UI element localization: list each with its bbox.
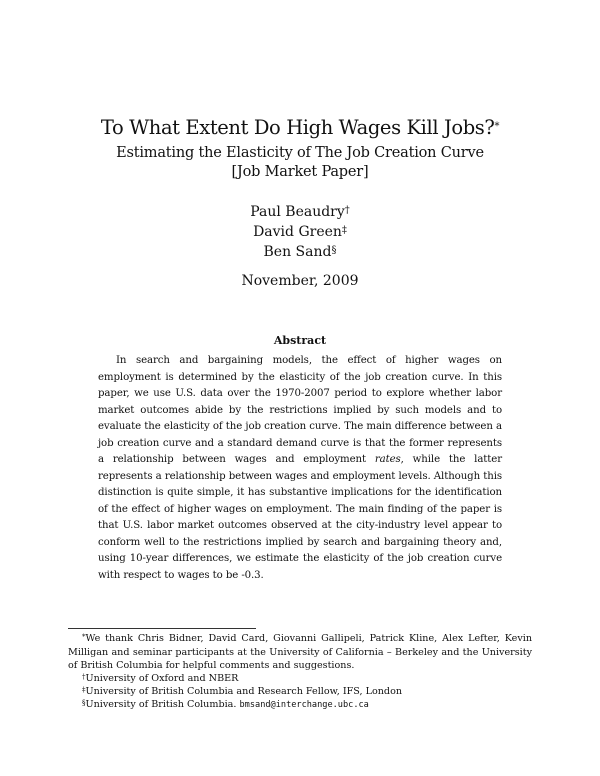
author-name: Paul Beaudry xyxy=(250,204,345,220)
paper-title xyxy=(0,116,600,140)
author-name: Ben Sand xyxy=(263,244,332,260)
author-name: David Green xyxy=(253,224,342,240)
author-footnote-mark: † xyxy=(344,205,350,216)
abstract-emphasis: rates xyxy=(374,454,401,465)
author-1 xyxy=(0,202,600,222)
paper-date: November, 2009 xyxy=(241,273,359,289)
author-footnote-mark: § xyxy=(331,245,337,256)
footnote-text: University of Oxford and NBER xyxy=(85,673,239,684)
footnote-acknowledgements xyxy=(68,632,532,673)
footnote-text: University of British Columbia and Research Fellow, IFS, London xyxy=(85,686,403,697)
footnote-rule xyxy=(68,628,256,629)
footnote-mark: † xyxy=(82,673,86,681)
footnote-mark: * xyxy=(82,633,86,641)
author-2 xyxy=(0,222,600,242)
abstract-text-2: , while the latter represents a relationship between wages and employment levels. Although this distinction is quite simple, it has substantive implications for the identification of the effect of higher wages on employment. The main finding of the paper is that U.S. labor market outcomes observed at the city-industry level appear to conform well to the restrictions implied by search and bargaining theory and, using 10-year differences, we estimate the elasticity of the job creation curve with respect to wages to be -0.3. xyxy=(98,454,502,581)
footnote-affiliation-2 xyxy=(68,685,546,699)
abstract-text-1: In search and bargaining models, the effect of higher wages on employment is determined by the elasticity of the job creation curve. In this paper, we use U.S. data over the 1970-2007 period to explore whether labor market outcomes abide by the restrictions implied by such models and to evaluate the elasticity of the job creation curve. The main difference between a job creation curve and a standard demand curve is that the former represents a relationship between wages and employment xyxy=(98,355,502,465)
author-footnote-mark: ‡ xyxy=(341,225,347,236)
abstract-body xyxy=(98,353,502,584)
footnote-mark: § xyxy=(82,699,86,707)
footnote-mark: ‡ xyxy=(82,686,86,694)
paper-title-text: To What Extent Do High Wages Kill Jobs? xyxy=(100,116,495,139)
abstract-heading: Abstract xyxy=(273,334,327,347)
footnote-affiliation-1 xyxy=(68,672,546,686)
author-email[interactable]: bmsand@interchange.ubc.ca xyxy=(239,700,369,710)
footnote-affiliation-3 xyxy=(68,698,546,713)
footnote-text: We thank Chris Bidner, David Card, Giovanni Gallipeli, Patrick Kline, Alex Lefter, Kevin Milligan and seminar participants at the University of California – Berkeley and the University of British Columbia for helpful comments and suggestions. xyxy=(68,633,532,671)
paper-type-label: [Job Market Paper] xyxy=(231,164,369,180)
paper-subtitle: Estimating the Elasticity of The Job Creation Curve xyxy=(116,145,484,161)
author-3 xyxy=(0,242,600,262)
title-footnote-mark: * xyxy=(494,121,500,132)
footnote-text: University of British Columbia. xyxy=(85,699,237,710)
